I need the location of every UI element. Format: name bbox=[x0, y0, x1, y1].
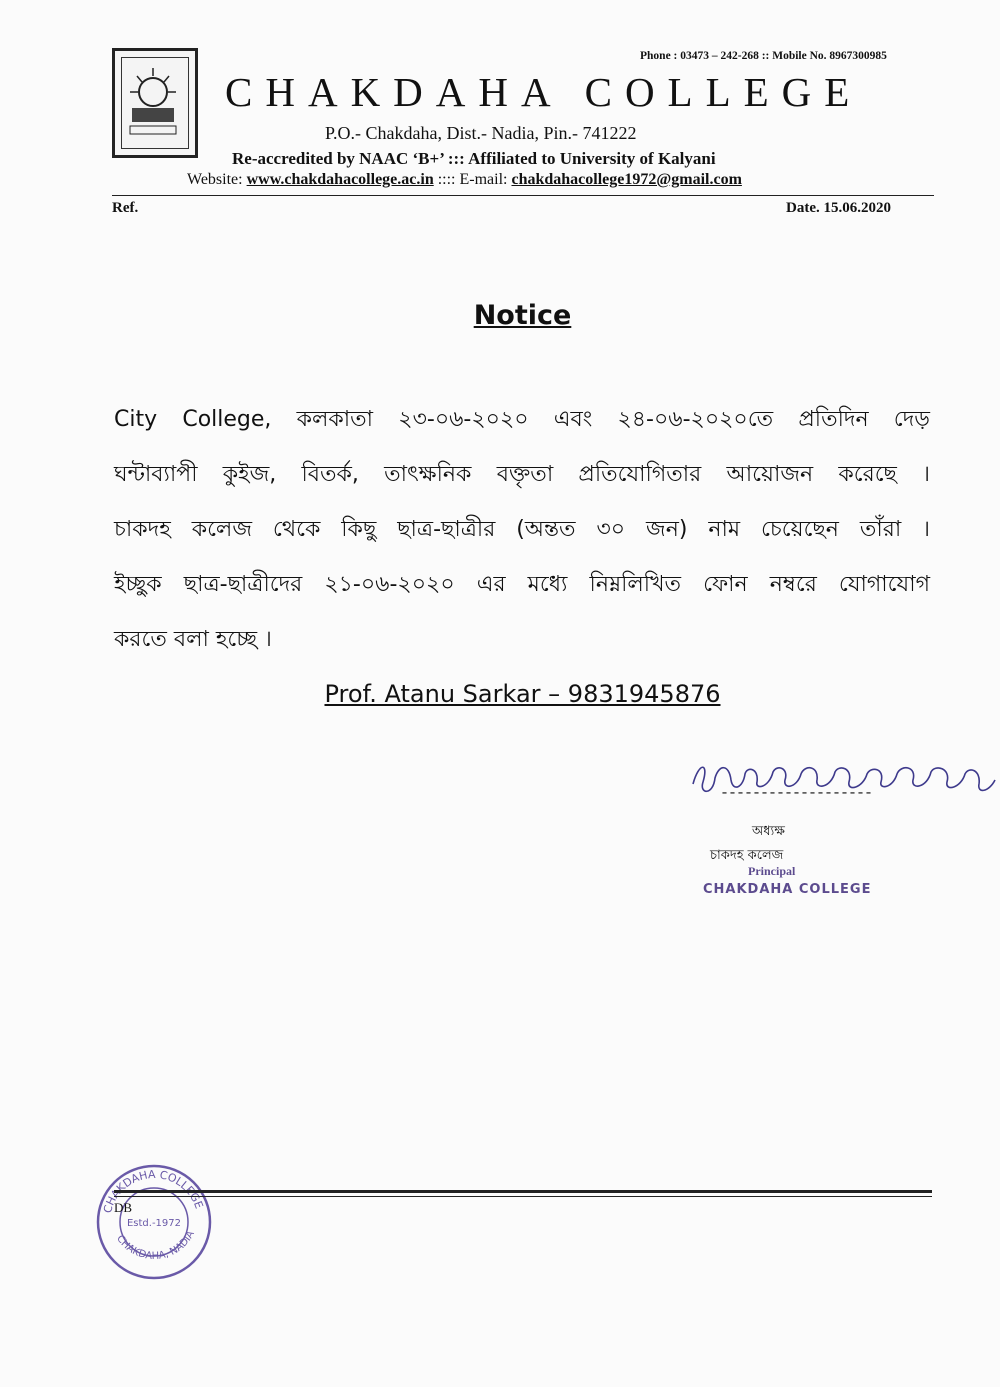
stamp-principal: Principal bbox=[748, 864, 796, 878]
body-line-2: ঘন্টাব্যাপী কুইজ, বিতর্ক, তাৎক্ষনিক বক্তৃতা প্রতিযোগিতার আয়োজন করেছে । bbox=[114, 462, 930, 487]
body-line-1: City College, কলকাতা ২৩-০৬-২০২০ এবং ২৪-০৬-২০২০তে প্রতিদিন দেড় bbox=[114, 407, 930, 432]
body-line-3: চাকদহ কলেজ থেকে কিছু ছাত্র-ছাত্রীর (অন্তত ৩০ জন) নাম চেয়েছেন তাঁরা । bbox=[114, 517, 930, 542]
header-divider bbox=[112, 195, 934, 196]
signature-line: ------------------- bbox=[720, 785, 873, 802]
footer-rule-thin bbox=[114, 1196, 932, 1197]
notice-title: Notice bbox=[473, 300, 572, 331]
seal-center-text: Estd.-1972 bbox=[126, 1218, 182, 1229]
college-seal bbox=[94, 1162, 214, 1287]
website-link[interactable]: www.chakdahacollege.ac.in bbox=[246, 171, 434, 188]
seal-bottom-text: CHAKDAHA, NADIA bbox=[114, 1229, 197, 1262]
contact-person: Prof. Atanu Sarkar – 9831945876 bbox=[324, 680, 721, 708]
stamp-college: CHAKDAHA COLLEGE bbox=[703, 882, 872, 897]
contact-line bbox=[187, 171, 742, 189]
seal-top-text: CHAKDAHA COLLEGE bbox=[100, 1167, 206, 1215]
college-logo bbox=[112, 48, 198, 158]
principal-title-bengali: অধ্যক্ষ bbox=[752, 824, 785, 839]
college-name: CHAKDAHA COLLEGE bbox=[225, 69, 863, 115]
svg-text:CHAKDAHA, NADIA bbox=[114, 1229, 197, 1262]
email-label: E-mail: bbox=[459, 171, 512, 188]
body-line-5: করতে বলা হচ্ছে । bbox=[114, 627, 272, 652]
email-link[interactable]: chakdahacollege1972@gmail.com bbox=[511, 171, 742, 188]
address: P.O.- Chakdaha, Dist.- Nadia, Pin.- 741222 bbox=[325, 123, 637, 143]
body-line-4: ইচ্ছুক ছাত্র-ছাত্রীদের ২১-০৬-২০২০ এর মধ্যে নিম্নলিখিত ফোন নম্বরে যোগাযোগ bbox=[114, 572, 930, 597]
phone-line: Phone : 03473 – 242-268 :: Mobile No. 8967300985 bbox=[640, 50, 887, 62]
ref-label: Ref. bbox=[112, 200, 139, 216]
footer-initials: DB bbox=[114, 1200, 133, 1215]
footer-rule-thick bbox=[114, 1190, 932, 1193]
website-label: Website: bbox=[187, 171, 247, 188]
date: Date. 15.06.2020 bbox=[786, 200, 891, 216]
separator: :::: bbox=[433, 171, 460, 188]
college-name-bengali: চাকদহ কলেজ bbox=[710, 848, 784, 863]
accreditation: Re-accredited by NAAC ‘B+’ ::: Affiliated to University of Kalyani bbox=[232, 149, 716, 168]
logo-emblem bbox=[121, 57, 189, 149]
